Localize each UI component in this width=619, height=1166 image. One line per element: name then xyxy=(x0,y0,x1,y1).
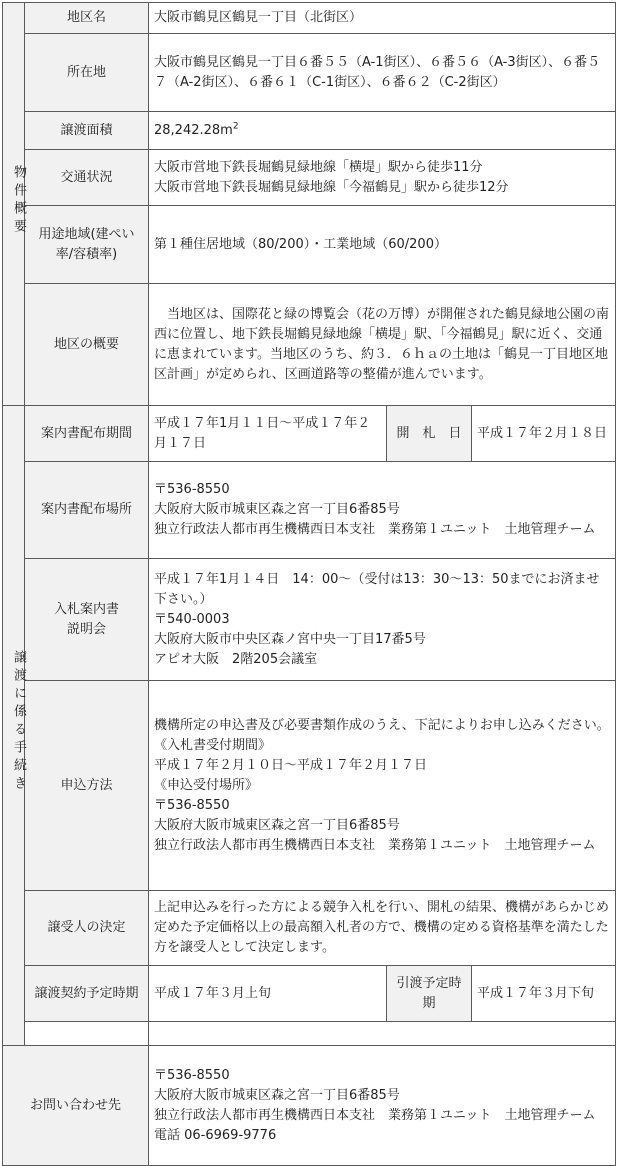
application-label: 申込方法 xyxy=(25,681,149,891)
briefing-line: アピオ大阪 2階205会議室 xyxy=(154,651,318,667)
contact-label: お問い合わせ先 xyxy=(3,1046,149,1166)
area-unit-superscript: 2 xyxy=(232,121,239,132)
row-briefing xyxy=(3,559,616,681)
district-value: 大阪市鶴見区鶴見一丁目（北街区） xyxy=(149,3,616,34)
briefing-line: 大阪府大阪市中央区森ノ宮中央一丁目17番5号 xyxy=(154,631,426,647)
row-overview xyxy=(3,284,616,406)
opening-date-label: 開 札 日 xyxy=(387,406,472,462)
briefing-label: 入札案内書 説明会 xyxy=(25,559,149,681)
address-line: 大阪府大阪市城東区森之宮一丁目6番85号 xyxy=(154,502,400,517)
application-line: 平成１７年２月１０日～平成１７年２月１７日 xyxy=(154,757,428,773)
application-line: 《申込受付場所》 xyxy=(154,777,259,793)
location-value: 大阪市鶴見区鶴見一丁目６番５５（A-1街区）、６番５６（A-3街区）、６番５７（A-2街区）、６番６１（C-1街区）、６番６２（C-2街区） xyxy=(149,34,616,112)
row-spacer xyxy=(3,1022,616,1046)
overview-value: 当地区は、国際花と緑の博覧会（花の万博）が開催された鶴見緑地公園の南西に位置し、地下鉄長堀鶴見緑地線「横堤」駅、「今福鶴見」駅に近く、交通に恵まれています。当地区のうち、約３．６ｈａの土地は「鶴見一丁目地区地区計画」が定められ、区画道路等の整備が進んでいます。 xyxy=(149,284,616,406)
application-value xyxy=(149,681,616,891)
distribution-period-label: 案内書配布期間 xyxy=(25,406,149,462)
application-line: 〒536-8550 xyxy=(154,797,230,813)
contract-value: 平成１７年３月上旬 xyxy=(149,966,387,1022)
contact-line: 〒536-8550 xyxy=(154,1067,230,1083)
row-decision xyxy=(3,891,616,966)
zoning-label: 用途地域(建ぺい率/容積率) xyxy=(25,206,149,284)
transit-label: 交通状況 xyxy=(25,150,149,206)
application-line: 独立行政法人都市再生機構西日本支社 業務第１ユニット 土地管理チーム xyxy=(154,837,596,853)
row-contact xyxy=(3,1046,616,1166)
row-application xyxy=(3,681,616,891)
location-label: 所在地 xyxy=(25,34,149,112)
briefing-value xyxy=(149,559,616,681)
row-location xyxy=(3,34,616,112)
decision-value: 上記申込みを行った方による競争入札を行い、開札の結果、機構があらかじめ定めた予定価格以上の最高額入札者の方で、機構の定める資格基準を満たした方を譲受人として決定します。 xyxy=(149,891,616,966)
spacer-cell xyxy=(149,1022,616,1046)
transit-line: 大阪市営地下鉄長堀鶴見緑地線「今福鶴見」駅から徒歩12分 xyxy=(154,179,509,195)
group-label-procedure: 譲渡に係る手続き xyxy=(3,406,25,1046)
contact-line: 独立行政法人都市再生機構西日本支社 業務第１ユニット 土地管理チーム xyxy=(154,1107,596,1123)
briefing-line: 〒540-0003 xyxy=(154,611,230,627)
row-distribution-period xyxy=(3,406,616,462)
opening-date-value: 平成１７年２月１８日 xyxy=(472,406,616,462)
application-line: 大阪府大阪市城東区森之宮一丁目6番85号 xyxy=(154,817,400,833)
row-transit xyxy=(3,150,616,206)
row-area xyxy=(3,112,616,150)
row-distribution-place xyxy=(3,462,616,559)
district-label: 地区名 xyxy=(25,3,149,34)
handover-value: 平成１７年３月下旬 xyxy=(472,966,616,1022)
address-line: 〒536-8550 xyxy=(154,482,230,497)
application-line: 《入札書受付期間》 xyxy=(154,737,272,753)
row-zoning xyxy=(3,206,616,284)
distribution-place-label: 案内書配布場所 xyxy=(25,462,149,559)
decision-label: 譲受人の決定 xyxy=(25,891,149,966)
area-label: 譲渡面積 xyxy=(25,112,149,150)
contact-line: 大阪府大阪市城東区森之宮一丁目6番85号 xyxy=(154,1087,400,1103)
property-info-table xyxy=(2,2,616,1166)
address-line: 独立行政法人都市再生機構西日本支社 業務第１ユニット 土地管理チーム xyxy=(154,522,596,537)
overview-label: 地区の概要 xyxy=(25,284,149,406)
application-line: 機構所定の申込書及び必要書類作成のうえ、下記によりお申し込みください。 xyxy=(154,717,610,733)
distribution-period-value: 平成１７年1月１１日～平成１７年２月１７日 xyxy=(149,406,387,462)
group-label-property: 物件概要 xyxy=(3,3,25,406)
contract-label: 譲渡契約予定時期 xyxy=(25,966,149,1022)
row-district xyxy=(3,3,616,34)
distribution-place-value xyxy=(149,462,616,559)
transit-value xyxy=(149,150,616,206)
spacer-cell xyxy=(25,1022,149,1046)
contact-value xyxy=(149,1046,616,1166)
row-contract xyxy=(3,966,616,1022)
zoning-value: 第１種住居地域（80/200）・工業地域（60/200） xyxy=(149,206,616,284)
transit-line: 大阪市営地下鉄長堀鶴見緑地線「横堤」駅から徒歩11分 xyxy=(154,159,483,175)
contact-phone: 電話 06-6969-9776 xyxy=(154,1127,277,1143)
handover-label: 引渡予定時期 xyxy=(387,966,472,1022)
area-value: $28,242.28m^2$ xyxy=(149,112,616,150)
briefing-line: 平成１７年1月１４日 14：00～（受付は13：30～13：50までにお済ませ下さい。） xyxy=(154,571,600,607)
